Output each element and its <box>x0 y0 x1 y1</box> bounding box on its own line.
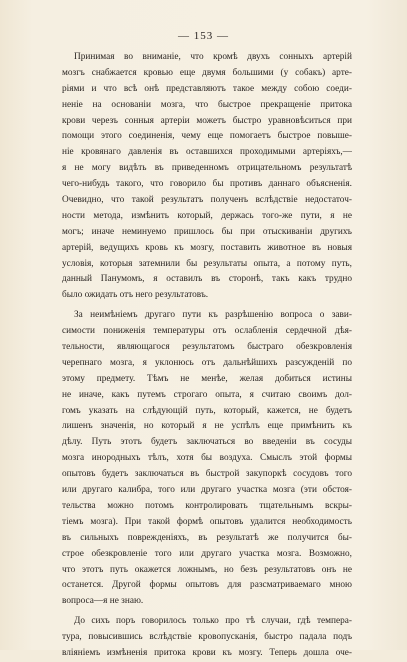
paragraph <box>62 614 352 662</box>
text-line: не иначе, какъ путемъ строгаго опыта, я считаю своимъ дол- <box>62 389 352 400</box>
text-line: этому предмету. Тѣмъ не менѣе, желая добиться истины <box>62 373 352 384</box>
text-line: было ожидать отъ него результатовъ. <box>62 290 209 301</box>
text-line: До сихъ поръ говорилось только про тѣ случаи, гдѣ темпера- <box>74 616 352 627</box>
text-line: тура, повысившись вслѣдствіе кровопусканія, быстро падала подъ <box>62 632 352 643</box>
text-line: Очевидно, что такой результатъ полученъ вслѣдствіе недостаточ- <box>62 195 352 206</box>
text-line: вліяніемъ измѣненія притока крови къ мозгу. Теперь дошла оче- <box>62 647 352 658</box>
text-line: помощи этого соединенія, чему еще помогаетъ быстрое повыше- <box>62 131 352 142</box>
text-line: черепнаго мозга, я уклонюсь отъ дальнѣйшихъ разсужденій по <box>62 357 352 368</box>
text-line: могъ; иначе неминуемо пришлось бы при отыскиваніи другихъ <box>62 226 352 237</box>
text-line: чего-нибудь такого, что говорило бы противъ даннаго объясненія. <box>62 179 352 190</box>
text-line: строе обезкровленіе того или другаго участка мозга. Возможно, <box>62 548 352 559</box>
text-line: я не могу видѣть въ приведенномъ отрицательномъ результатѣ <box>62 163 352 174</box>
text-line: тельства можно потомъ контролировать тщательнымъ вскры- <box>62 500 352 511</box>
text-line: неніе на основаніи мозга, что быстрое прекращеніе притока <box>62 99 352 110</box>
page-number: — 153 — <box>178 30 229 42</box>
text-line: дѣлу. Путь этотъ будетъ заключаться во введеніи въ сосуды <box>62 437 352 448</box>
text-line: Принимая во вниманіе, что кромѣ двухъ сонныхъ артерій <box>74 52 352 62</box>
text-line: гомъ указать на слѣдующій путь, который, кажется, не будетъ <box>62 405 352 416</box>
text-line: мозгъ снабжается кровью еще двумя большими (у собакъ) арте- <box>62 67 352 78</box>
text-line: лишенъ значенія, но который я не успѣлъ еще примѣнить къ <box>62 421 352 432</box>
text-line: тельности, являющагося результатомъ быстраго обезкровленія <box>62 342 352 353</box>
text-line: что этотъ путь окажется ложнымъ, но безъ результатовъ онъ не <box>62 564 352 575</box>
paragraph <box>62 50 352 304</box>
text-line: крови черезъ сонныя артеріи можетъ быстро уравновѣситься при <box>62 115 352 126</box>
text-line: вопроса—я не знаю. <box>62 596 144 607</box>
paragraph <box>62 308 352 610</box>
text-line: данный Панумомъ, я оставилъ въ сторонѣ, такъ какъ трудно <box>62 274 352 285</box>
text-line: останется. Другой формы опытовъ для разсматриваемаго мною <box>62 580 352 591</box>
text-line: условія, которыя затемнили бы результаты опыта, а потому путь, <box>62 258 352 269</box>
text-line: симости пониженія температуры отъ ослабленія сердечной дѣя- <box>62 326 352 337</box>
text-line: ности метода, измѣнить который, держась того-же пути, я не <box>62 210 352 221</box>
text-line: мозга инородныхъ тѣлъ, хотя бы воздуха. Смыслъ этой формы <box>62 453 352 464</box>
text-line: ніе кровянаго давленія въ оставшихся проходимыми артеріяхъ,— <box>62 147 352 158</box>
text-line: въ сильныхъ повреждeніяхъ, въ результатѣ же получится бы- <box>62 532 352 543</box>
text-line: ріями и что всѣ онѣ представляютъ такое между собою соеди- <box>62 83 352 94</box>
text-line: За неимѣніемъ другаго пути къ разрѣшенію вопроса о зави- <box>74 310 352 321</box>
text-line: тіемъ мозга). При такой формѣ опытовъ удалится необходимость <box>62 516 352 527</box>
text-line: артерій, ведущихъ кровь къ мозгу, поставить животное въ новыя <box>62 242 352 253</box>
body-text <box>62 50 352 662</box>
text-line: опытовъ будетъ заключаться въ быстрой закупоркѣ сосудовъ того <box>62 469 352 480</box>
text-line: или другаго калибра, того или другаго участка мозга (эти обстоя- <box>62 485 352 496</box>
